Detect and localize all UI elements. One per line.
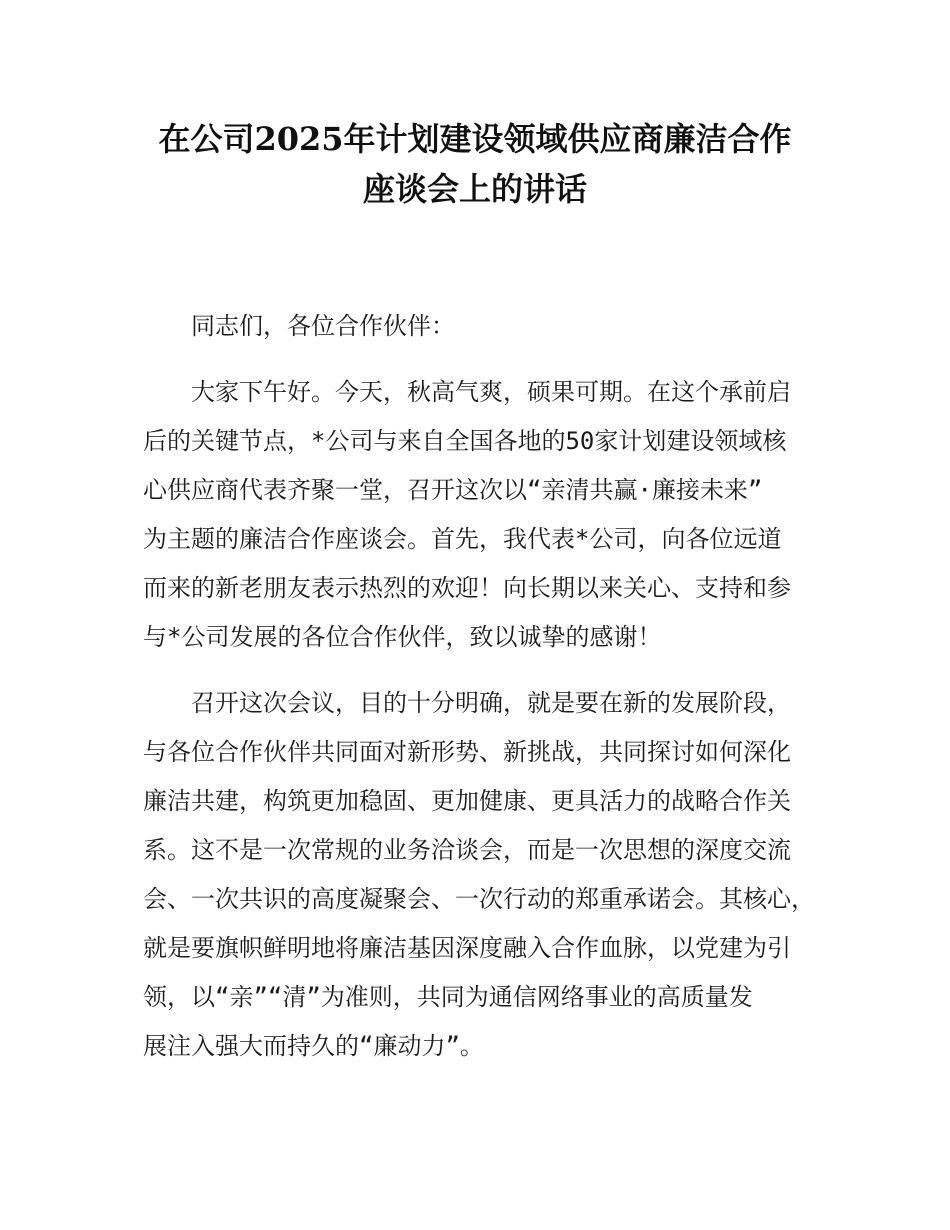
text-line: 领，以“亲”“清”为准则，共同为通信网络事业的高质量发 bbox=[143, 983, 753, 1011]
paragraph-greeting bbox=[143, 368, 823, 662]
text-line: 心供应商代表齐聚一堂，召开这次以“亲清共赢·廉接未来” bbox=[143, 476, 763, 504]
paragraph-salutation bbox=[143, 302, 823, 351]
text-line: 大家下午好。今天，秋高气爽，硕果可期。在这个承前启 bbox=[191, 378, 791, 406]
text-line: 召开这次会议，目的十分明确，就是要在新的发展阶段， bbox=[191, 689, 791, 717]
text-line: 展注入强大而持久的“廉动力”。 bbox=[143, 1032, 484, 1060]
text-line: 廉洁共建，构筑更加稳固、更加健康、更具活力的战略合作关 bbox=[143, 787, 791, 815]
text-line: 会、一次共识的高度凝聚会、一次行动的郑重承诺会。其核心， bbox=[143, 885, 815, 913]
text-line: 与*公司发展的各位合作伙伴，致以诚挚的感谢！ bbox=[143, 623, 662, 651]
paragraph-purpose bbox=[143, 679, 823, 1071]
text-line: 与各位合作伙伴共同面对新形势、新挑战，共同探讨如何深化 bbox=[143, 738, 791, 766]
text-line: 而来的新老朋友表示热烈的欢迎！向长期以来关心、支持和参 bbox=[143, 574, 791, 602]
text-line: 同志们，各位合作伙伴： bbox=[191, 312, 455, 340]
text-line: 为主题的廉洁合作座谈会。首先，我代表*公司，向各位远道 bbox=[143, 525, 782, 553]
document-body bbox=[143, 302, 823, 1071]
text-line: 系。这不是一次常规的业务洽谈会，而是一次思想的深度交流 bbox=[143, 836, 791, 864]
title-line-1: 在公司2025年计划建设领域供应商廉洁合作 bbox=[158, 120, 792, 158]
text-line: 就是要旗帜鲜明地将廉洁基因深度融入合作血脉，以党建为引 bbox=[143, 934, 791, 962]
text-line: 后的关键节点，*公司与来自全国各地的50家计划建设领域核 bbox=[143, 427, 787, 455]
title-line-2: 座谈会上的讲话 bbox=[362, 170, 587, 208]
document-title bbox=[100, 114, 850, 214]
